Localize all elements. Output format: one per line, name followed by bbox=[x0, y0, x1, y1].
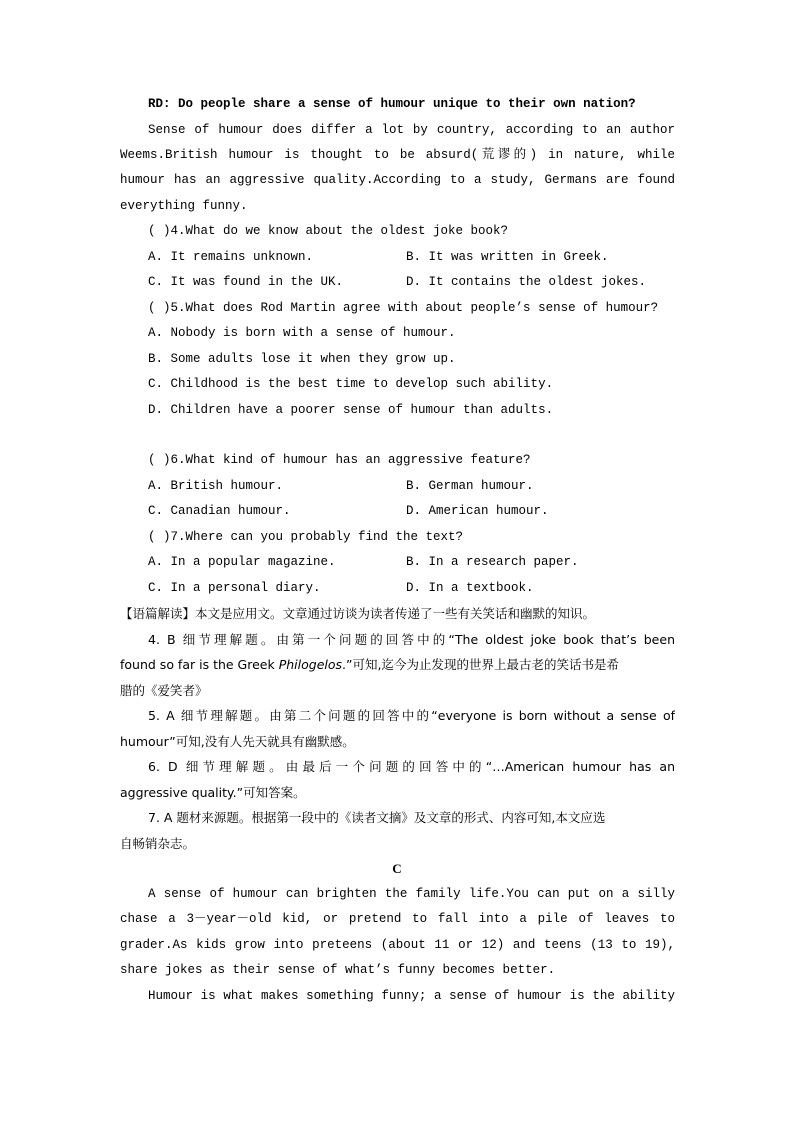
question-7-options-row bbox=[148, 576, 675, 602]
answer-5-line: 5. A 细节理解题。由第二个问题的回答中的“everyone is born without a sense of bbox=[148, 708, 675, 723]
option-c: C. Canadian humour. bbox=[148, 504, 291, 518]
option-b: B. Some adults lose it when they grow up. bbox=[148, 352, 456, 366]
interview-question: RD: Do people share a sense of humour unique to their own nation? bbox=[148, 97, 636, 111]
option-a: A. British humour. bbox=[148, 479, 284, 493]
option-c: C. Childhood is the best time to develop such ability. bbox=[148, 377, 554, 391]
option-d: D. Children have a poorer sense of humour than adults. bbox=[148, 403, 554, 417]
option-d: D. It contains the oldest jokes. bbox=[406, 275, 647, 289]
question-5-stem: ( )5.What does Rod Martin agree with about people’s sense of humour? bbox=[148, 301, 659, 315]
question-7-stem: ( )7.Where can you probably find the text? bbox=[148, 530, 464, 544]
question-4-options-row bbox=[148, 270, 675, 296]
answer-4-line: 4. B 细节理解题。由第一个问题的回答中的“The oldest joke book that’s been bbox=[148, 632, 675, 647]
section-c-heading: C bbox=[392, 861, 402, 876]
answer-6-line: aggressive quality.”可知答案。 bbox=[120, 785, 306, 800]
option-a: A. It remains unknown. bbox=[148, 250, 314, 264]
paragraph-line: share jokes as their sense of what’s funny becomes better. bbox=[120, 963, 556, 977]
answer-4-line bbox=[120, 652, 675, 678]
question-6-options-row bbox=[148, 499, 675, 525]
paragraph-line: Weems.British humour is thought to be absurd(荒谬的) in nature, while bbox=[120, 148, 675, 162]
paragraph-line: Humour is what makes something funny; a sense of humour is the ability bbox=[148, 989, 675, 1003]
answer-text: found so far is the Greek bbox=[120, 657, 279, 672]
paragraph-line: everything funny. bbox=[120, 199, 248, 213]
book-title: Philogelos bbox=[278, 657, 343, 672]
analysis-heading: 【语篇解读】本文是应用文。文章通过访谈为读者传递了一些有关笑话和幽默的知识。 bbox=[120, 606, 596, 621]
question-7-options-row bbox=[148, 550, 675, 576]
paragraph-line: Sense of humour does differ a lot by country, according to an author bbox=[148, 123, 675, 137]
option-d: D. American humour. bbox=[406, 504, 549, 518]
question-4-options-row bbox=[148, 245, 675, 271]
paragraph-line: humour has an aggressive quality.According to a study, Germans are found bbox=[120, 173, 675, 187]
option-a: A. In a popular magazine. bbox=[148, 555, 336, 569]
answer-4-line: 腊的《爱笑者》 bbox=[120, 683, 208, 698]
paragraph-line: grader.As kids grow into preteens (about 11 or 12) and teens (13 to 19), bbox=[120, 938, 675, 952]
option-b: B. In a research paper. bbox=[406, 555, 579, 569]
answer-text: .”可知,迄今为止发现的世界上最古老的笑话书是希 bbox=[342, 657, 619, 672]
paragraph-line: chase a 3－year－old kid, or pretend to fall into a pile of leaves to bbox=[120, 912, 675, 926]
option-c: C. In a personal diary. bbox=[148, 581, 321, 595]
option-c: C. It was found in the UK. bbox=[148, 275, 344, 289]
question-6-options-row bbox=[148, 474, 675, 500]
answer-7-line: 自畅销杂志。 bbox=[120, 836, 196, 851]
option-a: A. Nobody is born with a sense of humour. bbox=[148, 326, 456, 340]
question-4-stem: ( )4.What do we know about the oldest joke book? bbox=[148, 224, 509, 238]
question-6-stem: ( )6.What kind of humour has an aggressive feature? bbox=[148, 453, 531, 467]
option-b: B. German humour. bbox=[406, 479, 534, 493]
paragraph-line: A sense of humour can brighten the family life.You can put on a silly bbox=[148, 887, 675, 901]
option-d: D. In a textbook. bbox=[406, 581, 534, 595]
answer-7-line: 7. A 题材来源题。根据第一段中的《读者文摘》及文章的形式、内容可知,本文应选 bbox=[148, 810, 606, 825]
option-b: B. It was written in Greek. bbox=[406, 250, 609, 264]
answer-5-line: humour”可知,没有人先天就具有幽默感。 bbox=[120, 734, 355, 749]
answer-6-line: 6. D 细节理解题。由最后一个问题的回答中的“…American humour has an bbox=[148, 759, 675, 774]
